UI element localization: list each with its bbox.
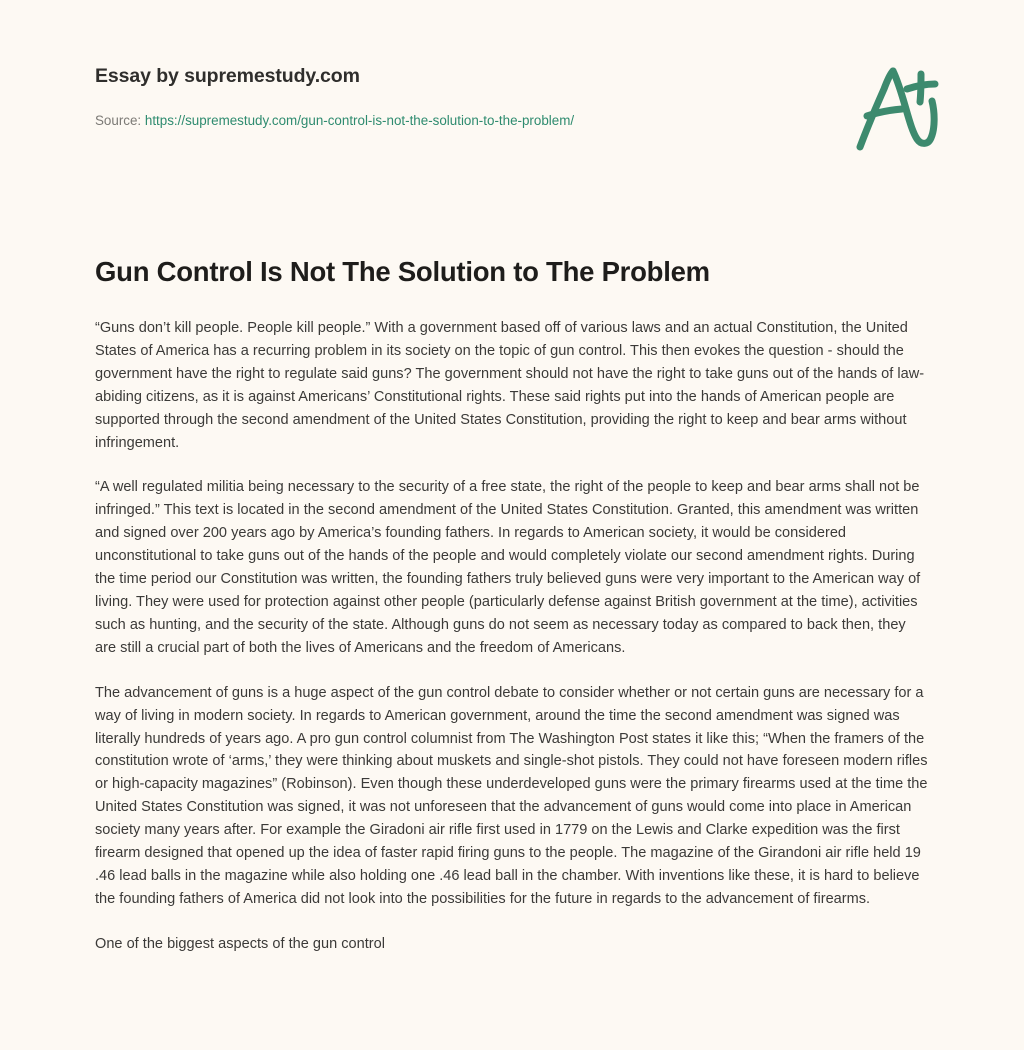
paragraph: The advancement of guns is a huge aspect of the gun control debate to consider whether or not certain guns are necessary for a way of living in modern society. In regards to American government, around the time the second amendment was signed was literally hundreds of years ago. A pro gun control columnist from The Washington Post states it like this; “When the framers of the constitution wrote of ‘arms,’ they were thinking about muskets and single-shot pistols. They could not have foreseen modern rifles or high-capacity magazines” (Robinson). Even though these underdeveloped guns were the primary firearms used at the time the United States Constitution was signed, it was not unforeseen that the advancement of guns would come into place in American society many years after. For example the Giradoni air rifle first used in 1779 on the Lewis and Clarke expedition was the first firearm designed that opened up the idea of faster rapid firing guns to the people. The magazine of the Girandoni air rifle held 19 .46 lead balls in the magazine while also holding one .46 lead ball in the chamber. With inventions like these, it is hard to believe the founding fathers of America did not look into the possibilities for the future in regards to the advancement of firearms.: [95, 684, 928, 907]
a-plus-logo-svg: [846, 55, 950, 159]
page-title: Gun Control Is Not The Solution to The Problem: [95, 256, 710, 287]
paragraph: “A well regulated militia being necessary to the security of a free state, the right of the people to keep and bear arms shall not be infringed.” This text is located in the second amendment of the United States Constitution. Granted, this amendment was written and signed over 200 years ago by America’s founding fathers. In regards to American society, it would be considered unconstitutional to take guns out of the hands of the people and would completely violate our second amendment rights. During the time period our Constitution was written, the founding fathers truly believed guns were very important to the American way of living. They were used for protection against other people (particularly defense against British government at the time), activities such as hunting, and the security of the state. Although guns do not seem as necessary today as compared to back then, they are still a crucial part of both the lives of Americans and the freedom of Americans.: [95, 479, 921, 656]
paragraph: One of the biggest aspects of the gun control: [95, 935, 385, 952]
article-body: [0, 288, 1024, 956]
byline: Essay by supremestudy.com: [95, 65, 360, 87]
source-label: Source:: [95, 113, 142, 129]
source-url-link[interactable]: https://supremestudy.com/gun-control-is-not-the-solution-to-the-problem/: [144, 113, 575, 129]
a-plus-logo-icon: [846, 55, 950, 159]
document-header: [0, 0, 1024, 190]
paragraph: “Guns don’t kill people. People kill people.” With a government based off of various laws and an actual Constitution, the United States of America has a recurring problem in its society on the topic of gun control. This then evokes the question - should the government have the right to regulate said guns? The government should not have the right to take guns out of the hands of law-abiding citizens, as it is against Americans’ Constitutional rights. These said rights put into the hands of American people are supported through the second amendment of the United States Constitution, providing the right to keep and bear arms without infringement.: [95, 320, 925, 451]
source-line: [95, 112, 930, 129]
